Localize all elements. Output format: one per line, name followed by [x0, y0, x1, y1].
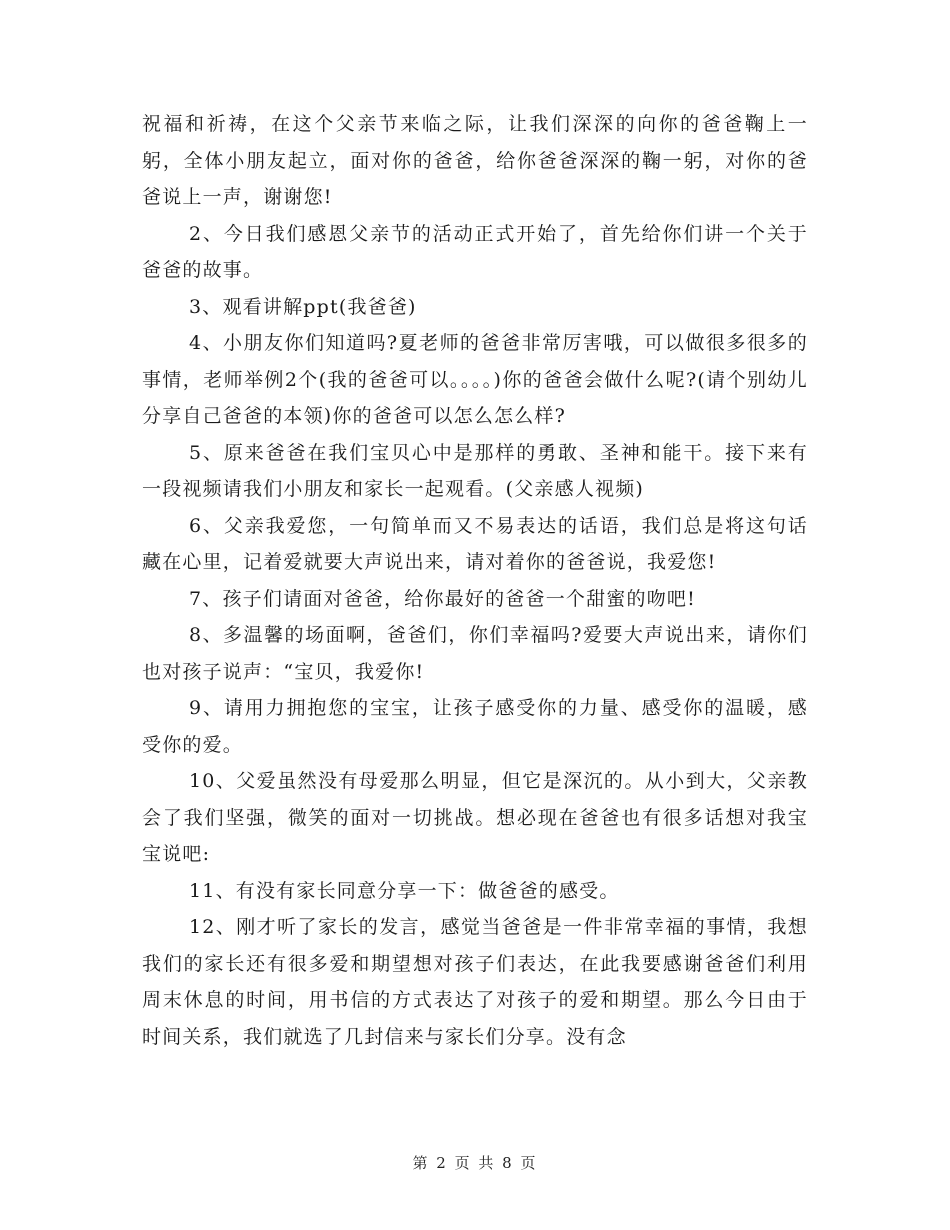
paragraph-item-5: 5、原来爸爸在我们宝贝心中是那样的勇敢、圣神和能干。接下来有一段视频请我们小朋友和家长一起观看。(父亲感人视频) — [142, 441, 808, 500]
paragraph-item-11: 11、有没有家长同意分享一下：做爸爸的感受。 — [189, 879, 620, 902]
paragraph-continued: 祝福和祈祷，在这个父亲节来临之际，让我们深深的向你的爸爸鞠上一躬，全体小朋友起立，面对你的爸爸，给你爸爸深深的鞠一躬，对你的爸爸说上一声，谢谢您! — [142, 113, 808, 208]
paragraph-item-3: 3、观看讲解ppt(我爸爸) — [189, 295, 417, 318]
paragraph-item-6: 6、父亲我爱您，一句简单而又不易表达的话语，我们总是将这句话藏在心里，记着爱就要大声说出来，请对着你的爸爸说，我爱您! — [142, 514, 808, 573]
paragraph-item-4: 4、小朋友你们知道吗?夏老师的爸爸非常厉害哦，可以做很多很多的事情，老师举例2个(我的爸爸可以。。。。)你的爸爸会做什么呢?(请个别幼儿分享自己爸爸的本领)你的爸爸可以怎么怎么样? — [142, 332, 808, 427]
paragraph-item-7: 7、孩子们请面对爸爸，给你最好的爸爸一个甜蜜的吻吧! — [189, 587, 696, 610]
page-number-footer: 第 2 页 共 8 页 — [412, 1154, 538, 1172]
paragraph-item-12: 12、刚才听了家长的发言，感觉当爸爸是一件非常幸福的事情，我想我们的家长还有很多爱和期望想对孩子们表达，在此我要感谢爸爸们利用周末休息的时间，用书信的方式表达了对孩子的爱和期望。那么今日由于时间关系，我们就选了几封信来与家长们分享。没有念 — [142, 916, 808, 1048]
paragraph-item-2: 2、今日我们感恩父亲节的活动正式开始了，首先给你们讲一个关于爸爸的故事。 — [142, 222, 808, 281]
paragraph-item-10: 10、父爱虽然没有母爱那么明显，但它是深沉的。从小到大，父亲教会了我们坚强，微笑的面对一切挑战。想必现在爸爸也有很多话想对我宝宝说吧: — [142, 770, 808, 865]
document-body — [142, 106, 808, 1055]
paragraph-item-9: 9、请用力拥抱您的宝宝，让孩子感受你的力量、感受你的温暖，感受你的爱。 — [142, 697, 808, 756]
paragraph-item-8: 8、多温馨的场面啊，爸爸们，你们幸福吗?爱要大声说出来，请你们也对孩子说声：“宝贝，我爱你! — [142, 624, 808, 683]
